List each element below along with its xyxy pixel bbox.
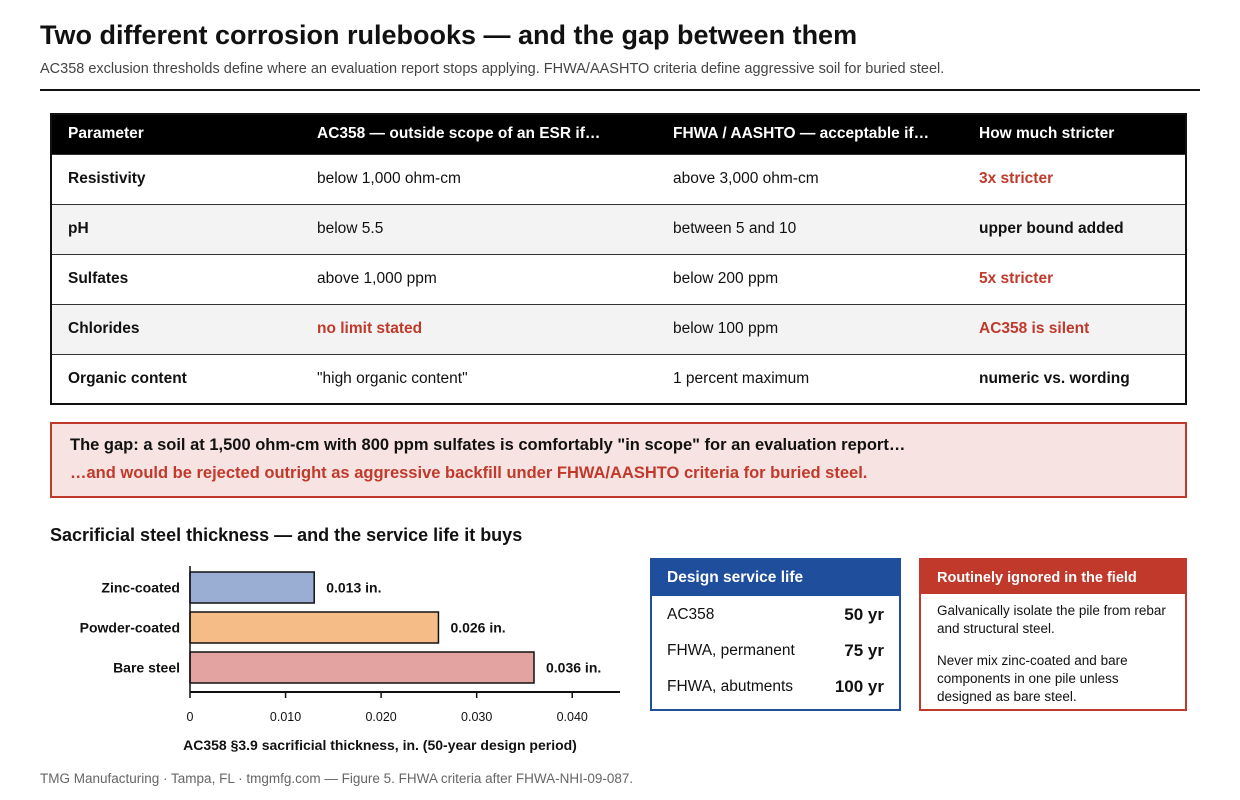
field-practice-panel bbox=[919, 558, 1187, 711]
service-life-row bbox=[652, 597, 899, 633]
service-life-label: FHWA, permanent bbox=[667, 642, 795, 659]
service-life-value: 75 yr bbox=[844, 641, 884, 660]
data-label: 0.036 in. bbox=[546, 659, 602, 676]
table-cell-stricter: 5x stricter bbox=[963, 254, 1186, 304]
table-cell-ac358: below 1,000 ohm-cm bbox=[301, 154, 657, 204]
table-cell-ac358: above 1,000 ppm bbox=[301, 254, 657, 304]
table-cell-ac358: below 5.5 bbox=[301, 204, 657, 254]
service-life-value: 100 yr bbox=[834, 677, 884, 696]
field-practice-title: Routinely ignored in the field bbox=[921, 560, 1185, 594]
service-life-label: AC358 bbox=[667, 606, 715, 623]
bar bbox=[190, 612, 438, 643]
table-cell-ac358: "high organic content" bbox=[301, 354, 657, 404]
table-cell-stricter: 3x stricter bbox=[963, 154, 1186, 204]
data-label: 0.013 in. bbox=[326, 579, 382, 596]
table-cell-fhwa: between 5 and 10 bbox=[657, 204, 963, 254]
x-tick-label: 0.040 bbox=[556, 710, 588, 724]
data-label: 0.026 in. bbox=[450, 619, 506, 636]
table-cell-stricter: AC358 is silent bbox=[963, 304, 1186, 354]
page-title: Two different corrosion rulebooks — and the gap between them bbox=[40, 20, 858, 50]
category-label: Bare steel bbox=[113, 659, 180, 676]
category-label: Powder-coated bbox=[79, 619, 180, 636]
x-tick-label: 0.020 bbox=[365, 710, 397, 724]
bar bbox=[190, 652, 534, 683]
table-cell-stricter: numeric vs. wording bbox=[963, 354, 1186, 404]
service-life-title: Design service life bbox=[652, 560, 899, 596]
table-cell-stricter: upper bound added bbox=[963, 204, 1186, 254]
field-practice-item: Galvanically isolate the pile from rebar and structural steel. bbox=[937, 603, 1166, 636]
figure-caption: TMG Manufacturing · Tampa, FL · tmgmfg.com — Figure 5. FHWA criteria after FHWA-NHI-09-087. bbox=[40, 771, 634, 786]
category-label: Zinc-coated bbox=[101, 579, 180, 596]
column-header-parameter: Parameter bbox=[51, 114, 301, 154]
table-cell-parameter: Organic content bbox=[51, 354, 301, 404]
page-subtitle: AC358 exclusion thresholds define where an evaluation report stops applying. FHWA/AASHTO criteria define aggressive soil for buried steel. bbox=[40, 61, 945, 77]
chart-title: Sacrificial steel thickness — and the service life it buys bbox=[50, 525, 523, 545]
table-cell-fhwa: above 3,000 ohm-cm bbox=[657, 154, 963, 204]
service-life-row bbox=[652, 633, 899, 669]
service-life-value: 50 yr bbox=[844, 605, 884, 624]
field-practice-item: Never mix zinc-coated and bare components in one pile unless designed as bare steel. bbox=[937, 653, 1128, 704]
table-cell-fhwa: below 100 ppm bbox=[657, 304, 963, 354]
service-life-row bbox=[652, 669, 899, 705]
x-tick-label: 0.010 bbox=[269, 710, 302, 724]
chart-x-axis-label: AC358 §3.9 sacrificial thickness, in. (50-year design period) bbox=[183, 737, 577, 753]
bar bbox=[190, 572, 314, 603]
column-header-stricter: How much stricter bbox=[963, 114, 1186, 154]
table-cell-parameter: Sulfates bbox=[51, 254, 301, 304]
table-cell-fhwa: below 200 ppm bbox=[657, 254, 963, 304]
gap-callout-statement: The gap: a soil at 1,500 ohm-cm with 800 ppm sulfates is comfortably "in scope" for an evaluation report… bbox=[70, 436, 906, 454]
x-tick-label: 0 bbox=[186, 710, 194, 724]
table-cell-parameter: Chlorides bbox=[51, 304, 301, 354]
table-cell-parameter: Resistivity bbox=[51, 154, 301, 204]
x-tick-label: 0.030 bbox=[461, 710, 493, 724]
service-life-panel bbox=[650, 558, 901, 711]
column-header-ac358: AC358 — outside scope of an ESR if… bbox=[301, 114, 657, 154]
table-cell-parameter: pH bbox=[51, 204, 301, 254]
table-cell-ac358: no limit stated bbox=[301, 304, 657, 354]
column-header-fhwa: FHWA / AASHTO — acceptable if… bbox=[657, 114, 963, 154]
service-life-label: FHWA, abutments bbox=[667, 678, 794, 695]
gap-callout-consequence: …and would be rejected outright as aggressive backfill under FHWA/AASHTO criteria for buried steel. bbox=[70, 464, 868, 482]
table-cell-fhwa: 1 percent maximum bbox=[657, 354, 963, 404]
